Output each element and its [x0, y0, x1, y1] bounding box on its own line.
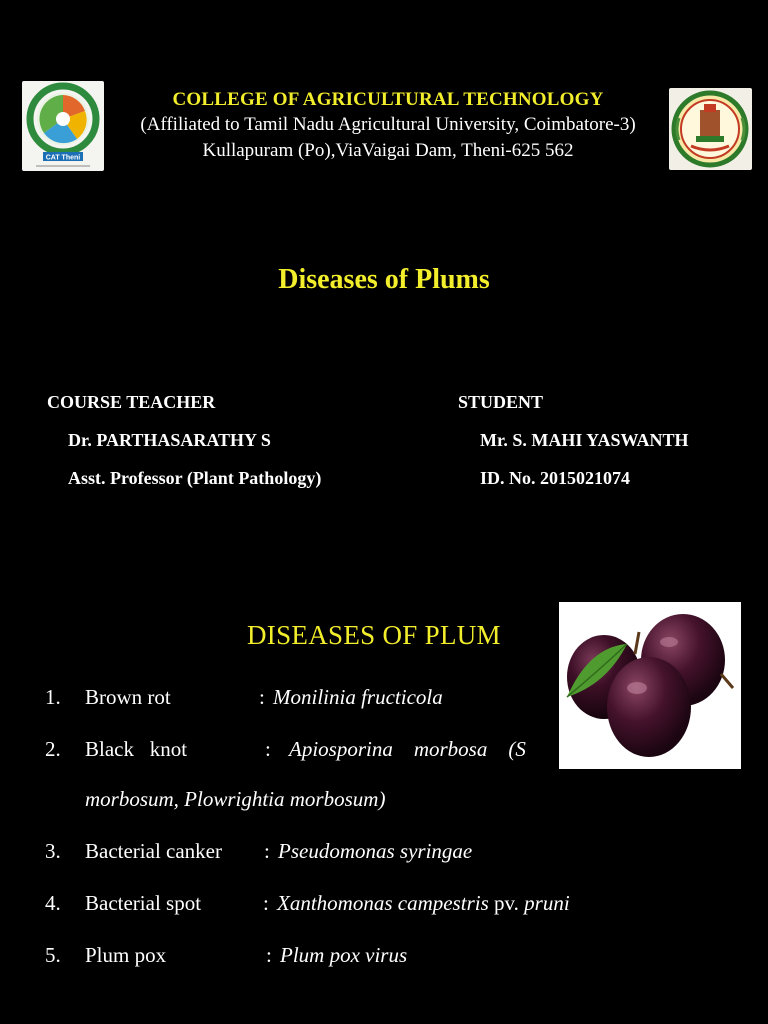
- course-teacher-label: COURSE TEACHER: [47, 392, 216, 412]
- pathogen-name: Apiosporina morbosa (S: [289, 737, 526, 761]
- item-number: 4.: [45, 891, 61, 915]
- disease-name: Brown rot: [85, 685, 171, 709]
- disease-name: Bacterial spot: [85, 891, 202, 915]
- separator: :: [266, 943, 272, 967]
- item-number: 1.: [45, 685, 61, 709]
- pathovar-abbrev: pv.: [494, 891, 519, 915]
- separator: :: [259, 685, 265, 709]
- teacher-name: Dr. PARTHASARATHY S: [68, 430, 271, 450]
- item-number: 3.: [45, 839, 61, 863]
- presentation-title: Diseases of Plums: [278, 264, 490, 295]
- university-emblem: [669, 88, 752, 170]
- separator: :: [264, 839, 270, 863]
- pathogen-name: Plum pox virus: [280, 943, 408, 967]
- pathogen-synonyms: morbosum, Plowrightia morbosum): [85, 787, 386, 811]
- pathogen-name: Pseudomonas syringae: [278, 839, 473, 863]
- student-id: ID. No. 2015021074: [480, 468, 631, 488]
- pathovar-name: pruni: [524, 891, 570, 915]
- student-name: Mr. S. MAHI YASWANTH: [480, 430, 689, 450]
- teacher-designation: Asst. Professor (Plant Pathology): [68, 468, 322, 488]
- disease-name: Plum pox: [85, 943, 167, 967]
- affiliation-line: (Affiliated to Tamil Nadu Agricultural University, Coimbatore-3): [140, 114, 636, 135]
- college-logo: [22, 81, 104, 171]
- disease-name: Black knot: [85, 737, 188, 761]
- separator: :: [265, 737, 271, 761]
- pathogen-name: [277, 891, 570, 916]
- college-header: [108, 88, 668, 164]
- address-line: Kullapuram (Po),ViaVaigai Dam, Theni-625 562: [202, 140, 574, 161]
- pathogen-genus-species: Xanthomonas campestris: [277, 891, 489, 915]
- diseases-slide: [0, 590, 768, 1024]
- item-number: 2.: [45, 737, 61, 761]
- college-name: COLLEGE OF AGRICULTURAL TECHNOLOGY: [172, 89, 604, 110]
- separator: :: [263, 891, 269, 915]
- item-number: 5.: [45, 943, 61, 967]
- pathogen-name: Monilinia fructicola: [273, 685, 443, 709]
- logo-caption: CAT Theni: [45, 154, 81, 162]
- disease-name: Bacterial canker: [85, 839, 222, 863]
- student-label: STUDENT: [458, 392, 544, 412]
- diseases-title: DISEASES OF PLUM: [247, 620, 501, 650]
- plum-fruit-photo: [559, 602, 741, 769]
